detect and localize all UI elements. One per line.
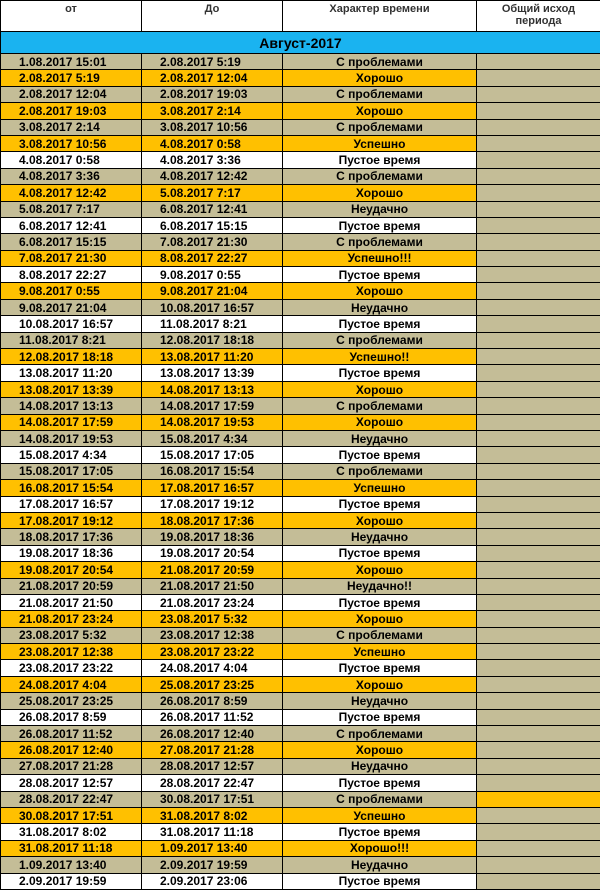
outcome-cell	[477, 316, 600, 332]
outcome-cell	[477, 840, 600, 856]
from-cell: 26.08.2017 12:40	[1, 742, 142, 758]
outcome-cell	[477, 709, 600, 725]
from-cell: 1.08.2017 15:01	[1, 54, 142, 70]
outcome-cell	[477, 152, 600, 168]
table-row	[1, 316, 600, 332]
outcome-cell	[477, 742, 600, 758]
to-cell: 3.08.2017 2:14	[142, 103, 283, 119]
from-cell: 26.08.2017 8:59	[1, 709, 142, 725]
table-row	[1, 611, 600, 627]
table-row	[1, 791, 600, 807]
from-cell: 23.08.2017 23:22	[1, 660, 142, 676]
character-cell: Пустое время	[283, 824, 477, 840]
from-cell: 13.08.2017 11:20	[1, 365, 142, 381]
outcome-cell	[477, 529, 600, 545]
from-cell: 14.08.2017 13:13	[1, 398, 142, 414]
from-cell: 13.08.2017 13:39	[1, 381, 142, 397]
table-row	[1, 201, 600, 217]
from-cell: 3.08.2017 10:56	[1, 135, 142, 151]
to-cell: 2.08.2017 19:03	[142, 86, 283, 102]
table-row	[1, 644, 600, 660]
table-row	[1, 398, 600, 414]
from-cell: 3.08.2017 2:14	[1, 119, 142, 135]
header-to: До	[142, 1, 283, 32]
header-outcome-label: Общий исход периода	[494, 3, 584, 27]
character-cell: Пустое время	[283, 447, 477, 463]
character-cell: Неудачно	[283, 693, 477, 709]
outcome-cell	[477, 562, 600, 578]
character-cell: Хорошо	[283, 611, 477, 627]
from-cell: 26.08.2017 11:52	[1, 726, 142, 742]
character-cell: С проблемами	[283, 791, 477, 807]
to-cell: 2.08.2017 5:19	[142, 54, 283, 70]
from-cell: 23.08.2017 12:38	[1, 644, 142, 660]
from-cell: 5.08.2017 7:17	[1, 201, 142, 217]
character-cell: Неудачно	[283, 201, 477, 217]
to-cell: 13.08.2017 11:20	[142, 349, 283, 365]
from-cell: 1.09.2017 13:40	[1, 857, 142, 873]
table-row	[1, 840, 600, 856]
character-cell: С проблемами	[283, 168, 477, 184]
to-cell: 2.08.2017 12:04	[142, 70, 283, 86]
character-cell: Неудачно	[283, 430, 477, 446]
outcome-cell	[477, 250, 600, 266]
outcome-cell	[477, 267, 600, 283]
table-row	[1, 234, 600, 250]
from-cell: 2.08.2017 12:04	[1, 86, 142, 102]
table-row	[1, 86, 600, 102]
from-cell: 24.08.2017 4:04	[1, 676, 142, 692]
table-row	[1, 594, 600, 610]
to-cell: 21.08.2017 23:24	[142, 594, 283, 610]
to-cell: 14.08.2017 13:13	[142, 381, 283, 397]
table-row	[1, 168, 600, 184]
table-row	[1, 824, 600, 840]
character-cell: С проблемами	[283, 726, 477, 742]
character-cell: Хорошо	[283, 283, 477, 299]
from-cell: 2.08.2017 19:03	[1, 103, 142, 119]
table-row	[1, 726, 600, 742]
character-cell: Хорошо	[283, 414, 477, 430]
outcome-cell	[477, 398, 600, 414]
to-cell: 21.08.2017 20:59	[142, 562, 283, 578]
to-cell: 6.08.2017 15:15	[142, 217, 283, 233]
to-cell: 17.08.2017 19:12	[142, 496, 283, 512]
to-cell: 24.08.2017 4:04	[142, 660, 283, 676]
outcome-cell	[477, 480, 600, 496]
table-row	[1, 430, 600, 446]
outcome-cell	[477, 70, 600, 86]
to-cell: 28.08.2017 22:47	[142, 775, 283, 791]
outcome-cell	[477, 660, 600, 676]
from-cell: 28.08.2017 22:47	[1, 791, 142, 807]
from-cell: 21.08.2017 21:50	[1, 594, 142, 610]
table-row	[1, 54, 600, 70]
character-cell: Пустое время	[283, 217, 477, 233]
character-cell: Неудачно	[283, 758, 477, 774]
table-row	[1, 103, 600, 119]
character-cell: Хорошо	[283, 185, 477, 201]
from-cell: 11.08.2017 8:21	[1, 332, 142, 348]
table-row	[1, 250, 600, 266]
outcome-cell	[477, 758, 600, 774]
to-cell: 13.08.2017 13:39	[142, 365, 283, 381]
outcome-cell	[477, 168, 600, 184]
to-cell: 27.08.2017 21:28	[142, 742, 283, 758]
to-cell: 25.08.2017 23:25	[142, 676, 283, 692]
outcome-cell	[477, 496, 600, 512]
table-row	[1, 70, 600, 86]
outcome-cell	[477, 381, 600, 397]
from-cell: 8.08.2017 22:27	[1, 267, 142, 283]
character-cell: Пустое время	[283, 775, 477, 791]
outcome-cell	[477, 611, 600, 627]
from-cell: 4.08.2017 3:36	[1, 168, 142, 184]
table-row	[1, 332, 600, 348]
character-cell: Успешно	[283, 807, 477, 823]
character-cell: Пустое время	[283, 709, 477, 725]
character-cell: Хорошо	[283, 562, 477, 578]
header-row	[1, 1, 600, 32]
table-row	[1, 857, 600, 873]
outcome-cell	[477, 414, 600, 430]
table-row	[1, 217, 600, 233]
table-row	[1, 463, 600, 479]
from-cell: 2.09.2017 19:59	[1, 873, 142, 889]
table-row	[1, 299, 600, 315]
table-row	[1, 152, 600, 168]
from-cell: 15.08.2017 4:34	[1, 447, 142, 463]
from-cell: 28.08.2017 12:57	[1, 775, 142, 791]
character-cell: Хорошо	[283, 676, 477, 692]
outcome-cell	[477, 775, 600, 791]
character-cell: Пустое время	[283, 152, 477, 168]
character-cell: Пустое время	[283, 660, 477, 676]
outcome-cell	[477, 135, 600, 151]
to-cell: 23.08.2017 23:22	[142, 644, 283, 660]
table-row	[1, 496, 600, 512]
character-cell: Неудачно	[283, 857, 477, 873]
outcome-cell	[477, 857, 600, 873]
to-cell: 4.08.2017 3:36	[142, 152, 283, 168]
character-cell: Хорошо	[283, 103, 477, 119]
from-cell: 15.08.2017 17:05	[1, 463, 142, 479]
outcome-cell	[477, 103, 600, 119]
to-cell: 28.08.2017 12:57	[142, 758, 283, 774]
character-cell: Пустое время	[283, 496, 477, 512]
to-cell: 7.08.2017 21:30	[142, 234, 283, 250]
outcome-cell	[477, 447, 600, 463]
to-cell: 4.08.2017 0:58	[142, 135, 283, 151]
table-row	[1, 349, 600, 365]
to-cell: 14.08.2017 17:59	[142, 398, 283, 414]
character-cell: Хорошо	[283, 742, 477, 758]
table-row	[1, 873, 600, 889]
outcome-cell	[477, 693, 600, 709]
to-cell: 19.08.2017 18:36	[142, 529, 283, 545]
outcome-cell	[477, 627, 600, 643]
character-cell: Хорошо	[283, 512, 477, 528]
outcome-cell	[477, 86, 600, 102]
outcome-cell	[477, 512, 600, 528]
outcome-cell	[477, 299, 600, 315]
table-row	[1, 775, 600, 791]
character-cell: Успешно	[283, 644, 477, 660]
to-cell: 12.08.2017 18:18	[142, 332, 283, 348]
character-cell: С проблемами	[283, 463, 477, 479]
from-cell: 7.08.2017 21:30	[1, 250, 142, 266]
table-row	[1, 283, 600, 299]
to-cell: 23.08.2017 12:38	[142, 627, 283, 643]
from-cell: 21.08.2017 20:59	[1, 578, 142, 594]
outcome-cell	[477, 676, 600, 692]
character-cell: Пустое время	[283, 594, 477, 610]
from-cell: 4.08.2017 0:58	[1, 152, 142, 168]
table-row	[1, 135, 600, 151]
to-cell: 2.09.2017 19:59	[142, 857, 283, 873]
outcome-cell	[477, 54, 600, 70]
from-cell: 6.08.2017 15:15	[1, 234, 142, 250]
to-cell: 2.09.2017 23:06	[142, 873, 283, 889]
character-cell: С проблемами	[283, 119, 477, 135]
from-cell: 25.08.2017 23:25	[1, 693, 142, 709]
to-cell: 30.08.2017 17:51	[142, 791, 283, 807]
to-cell: 14.08.2017 19:53	[142, 414, 283, 430]
outcome-cell	[477, 349, 600, 365]
outcome-cell	[477, 365, 600, 381]
to-cell: 3.08.2017 10:56	[142, 119, 283, 135]
from-cell: 14.08.2017 19:53	[1, 430, 142, 446]
table-row	[1, 545, 600, 561]
outcome-cell	[477, 185, 600, 201]
month-title: Август-2017	[1, 32, 600, 54]
table-row	[1, 480, 600, 496]
table-row	[1, 627, 600, 643]
outcome-cell	[477, 430, 600, 446]
outcome-cell	[477, 332, 600, 348]
header-from: от	[1, 1, 142, 32]
to-cell: 26.08.2017 8:59	[142, 693, 283, 709]
to-cell: 15.08.2017 17:05	[142, 447, 283, 463]
from-cell: 23.08.2017 5:32	[1, 627, 142, 643]
outcome-cell	[477, 545, 600, 561]
outcome-cell	[477, 463, 600, 479]
table-row	[1, 562, 600, 578]
to-cell: 21.08.2017 21:50	[142, 578, 283, 594]
character-cell: Неудачно	[283, 299, 477, 315]
to-cell: 10.08.2017 16:57	[142, 299, 283, 315]
to-cell: 5.08.2017 7:17	[142, 185, 283, 201]
header-outcome	[477, 1, 600, 32]
table-row	[1, 758, 600, 774]
character-cell: Успешно	[283, 480, 477, 496]
outcome-cell	[477, 217, 600, 233]
from-cell: 9.08.2017 21:04	[1, 299, 142, 315]
outcome-cell	[477, 234, 600, 250]
to-cell: 26.08.2017 12:40	[142, 726, 283, 742]
outcome-cell	[477, 791, 600, 807]
from-cell: 17.08.2017 16:57	[1, 496, 142, 512]
from-cell: 19.08.2017 20:54	[1, 562, 142, 578]
outcome-cell	[477, 726, 600, 742]
from-cell: 6.08.2017 12:41	[1, 217, 142, 233]
table-row	[1, 578, 600, 594]
character-cell: С проблемами	[283, 398, 477, 414]
character-cell: Хорошо	[283, 381, 477, 397]
to-cell: 4.08.2017 12:42	[142, 168, 283, 184]
outcome-cell	[477, 594, 600, 610]
from-cell: 14.08.2017 17:59	[1, 414, 142, 430]
table-row	[1, 693, 600, 709]
to-cell: 18.08.2017 17:36	[142, 512, 283, 528]
to-cell: 31.08.2017 8:02	[142, 807, 283, 823]
outcome-cell	[477, 283, 600, 299]
table-row	[1, 807, 600, 823]
to-cell: 1.09.2017 13:40	[142, 840, 283, 856]
to-cell: 16.08.2017 15:54	[142, 463, 283, 479]
character-cell: С проблемами	[283, 86, 477, 102]
character-cell: С проблемами	[283, 54, 477, 70]
from-cell: 4.08.2017 12:42	[1, 185, 142, 201]
to-cell: 26.08.2017 11:52	[142, 709, 283, 725]
to-cell: 15.08.2017 4:34	[142, 430, 283, 446]
table-row	[1, 414, 600, 430]
to-cell: 8.08.2017 22:27	[142, 250, 283, 266]
table-row	[1, 447, 600, 463]
from-cell: 27.08.2017 21:28	[1, 758, 142, 774]
month-row	[1, 32, 600, 54]
character-cell: Хорошо!!!	[283, 840, 477, 856]
from-cell: 31.08.2017 11:18	[1, 840, 142, 856]
from-cell: 19.08.2017 18:36	[1, 545, 142, 561]
from-cell: 2.08.2017 5:19	[1, 70, 142, 86]
table-row	[1, 365, 600, 381]
character-cell: Успешно!!	[283, 349, 477, 365]
table-row	[1, 119, 600, 135]
character-cell: Успешно	[283, 135, 477, 151]
table-row	[1, 676, 600, 692]
to-cell: 11.08.2017 8:21	[142, 316, 283, 332]
character-cell: С проблемами	[283, 332, 477, 348]
outcome-cell	[477, 201, 600, 217]
character-cell: С проблемами	[283, 627, 477, 643]
table-row	[1, 660, 600, 676]
character-cell: Пустое время	[283, 873, 477, 889]
to-cell: 31.08.2017 11:18	[142, 824, 283, 840]
table-row	[1, 512, 600, 528]
character-cell: Пустое время	[283, 365, 477, 381]
from-cell: 21.08.2017 23:24	[1, 611, 142, 627]
character-cell: С проблемами	[283, 234, 477, 250]
outcome-cell	[477, 807, 600, 823]
character-cell: Неудачно	[283, 529, 477, 545]
outcome-cell	[477, 824, 600, 840]
to-cell: 9.08.2017 0:55	[142, 267, 283, 283]
to-cell: 23.08.2017 5:32	[142, 611, 283, 627]
table-row	[1, 529, 600, 545]
to-cell: 17.08.2017 16:57	[142, 480, 283, 496]
from-cell: 18.08.2017 17:36	[1, 529, 142, 545]
table-row	[1, 709, 600, 725]
to-cell: 19.08.2017 20:54	[142, 545, 283, 561]
character-cell: Пустое время	[283, 267, 477, 283]
header-character: Характер времени	[283, 1, 477, 32]
from-cell: 9.08.2017 0:55	[1, 283, 142, 299]
from-cell: 12.08.2017 18:18	[1, 349, 142, 365]
character-cell: Неудачно!!	[283, 578, 477, 594]
table-row	[1, 185, 600, 201]
table-row	[1, 742, 600, 758]
from-cell: 10.08.2017 16:57	[1, 316, 142, 332]
outcome-cell	[477, 119, 600, 135]
outcome-cell	[477, 873, 600, 889]
outcome-cell	[477, 578, 600, 594]
to-cell: 6.08.2017 12:41	[142, 201, 283, 217]
table-row	[1, 381, 600, 397]
from-cell: 31.08.2017 8:02	[1, 824, 142, 840]
from-cell: 17.08.2017 19:12	[1, 512, 142, 528]
character-cell: Пустое время	[283, 316, 477, 332]
table-row	[1, 267, 600, 283]
character-cell: Пустое время	[283, 545, 477, 561]
to-cell: 9.08.2017 21:04	[142, 283, 283, 299]
from-cell: 16.08.2017 15:54	[1, 480, 142, 496]
from-cell: 30.08.2017 17:51	[1, 807, 142, 823]
outcome-cell	[477, 644, 600, 660]
character-cell: Хорошо	[283, 70, 477, 86]
character-cell: Успешно!!!	[283, 250, 477, 266]
